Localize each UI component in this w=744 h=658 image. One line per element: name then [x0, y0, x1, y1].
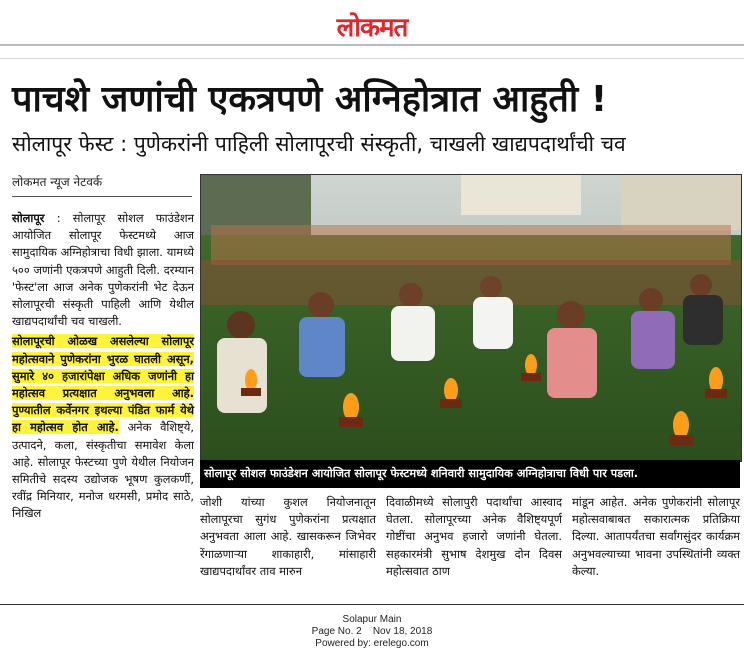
- article-headline: पाचशे जणांची एकत्रपणे अग्निहोत्रात आहुती !: [12, 79, 608, 120]
- article-subheadline: सोलापूर फेस्ट : पुणेकरांनी पाहिली सोलापूरची संस्कृती, चाखली खाद्यपदार्थांची चव: [12, 132, 626, 156]
- event-photo: [200, 174, 742, 462]
- newspaper-logo: लोकमत: [336, 13, 408, 43]
- byline-rule: [12, 196, 192, 197]
- footer-rule: [0, 604, 744, 605]
- article-column-1: [12, 210, 194, 523]
- column-1-lead: : सोलापूर सोशल फाउंडेशन आयोजित सोलापूर फेस्टमध्ये आज सामुदायिक अग्निहोत्राचा विधी झाला. यामध्ये ५०० जणांनी एकत्रपणे आहुती दिली. दरम्यान 'फेस्ट'ला आज अनेक पुणेकरांनी भेट देऊन सोलापूरची संस्कृती पाहिली आणि येथील खाद्यपदार्थांची चव चाखली.: [12, 211, 194, 329]
- column-1-tail: अनेक वैशिष्ट्ये, उत्पादने, कला, संस्कृतीचा समावेश केला आहे. सोलापूर फेस्टच्या पुणे येथील नियोजन समितीचे सदस्य उद्योजक भूषण कुलकर्णी, रवींद्र मिनियार, मनोज धरमसी, प्रमोद साठे, निखिल: [12, 420, 194, 521]
- column-4-text: मांडून आहेत. अनेक पुणेकरांनी सोलापूर महोत्सवाबाबत सकारात्मक प्रतिक्रिया दिल्या. आतापर्यंतचा सर्वांगसुंदर कार्यक्रम अनुभवल्याच्या भावना उपस्थितांनी व्यक्त केल्या.: [572, 495, 740, 578]
- column-3-text: दिवाळीमध्ये सोलापुरी पदार्थांचा आस्वाद घेतला. सोलापूरच्या अनेक वैशिष्ट्यपूर्ण गोष्टींचा अनुभव हजारो जणांनी घेतला. सहकारमंत्री सुभाष देशमुख दोन दिवस महोत्सवात ठाण: [386, 495, 562, 578]
- footer: [0, 614, 744, 650]
- photo-caption: सोलापूर सोशल फाउंडेशन आयोजित सोलापूर फेस्टमध्ये शनिवारी सामुदायिक अग्निहोत्राचा विधी पार पडला.: [200, 460, 740, 488]
- dateline: सोलापूर: [12, 211, 45, 225]
- byline: लोकमत न्यूज नेटवर्क: [12, 175, 103, 189]
- masthead-rule: [0, 44, 744, 46]
- column-2-text: जोशी यांच्या कुशल नियोजनातून सोलापूरचा सुगंध पुणेकरांना प्रत्यक्षात अनुभवता आला आहे. खासकरून जिभेवर रेंगाळणाऱ्या शाकाहारी, मांसाहारी खाद्यपदार्थांवर ताव मारुन: [200, 495, 376, 578]
- divider-rule: [0, 58, 744, 59]
- page-info: Page No. 2 Nov 18, 2018: [311, 626, 433, 637]
- edition-name: Solapur Main: [342, 614, 402, 625]
- powered-by-link[interactable]: Powered by: erelego.com: [315, 638, 429, 649]
- article-column-4: [572, 494, 740, 580]
- article-column-2: [200, 494, 376, 580]
- highlighted-passage: सोलापूरची ओळख असलेल्या सोलापूर महोत्सवाने पुणेकरांना भुरळ घातली असून, सुमारे ४० हजारांपेक्षा अधिक जणांनी हा महोत्सव प्रत्यक्षात अनुभवला आहे. पुण्यातील कर्वेनगर इथल्या पंडित फार्म येथे हा महोत्सव होत आहे.: [12, 334, 194, 435]
- article-column-3: [386, 494, 562, 580]
- masthead: [0, 0, 744, 44]
